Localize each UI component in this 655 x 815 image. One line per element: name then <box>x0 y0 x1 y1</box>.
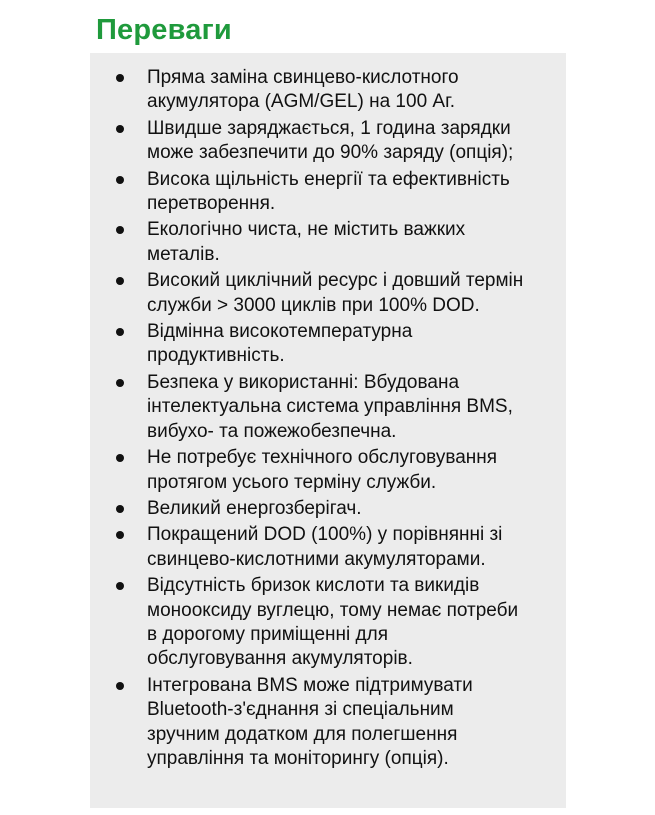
list-item-text-line: протягом усього терміну служби. <box>147 471 437 493</box>
bullet-icon <box>116 125 124 133</box>
list-item-text-line: обслуговування акумуляторів. <box>147 648 413 670</box>
bullet-icon <box>116 531 124 539</box>
list-item-text-line: перетворення. <box>147 193 276 215</box>
list-item <box>90 523 566 572</box>
list-item <box>90 674 566 772</box>
list-item <box>90 446 566 495</box>
list-item-text-line: Інтегрована BMS може підтримувати <box>147 674 473 696</box>
list-item-text-line: Bluetooth-з'єднання зі спеціальним <box>147 699 454 721</box>
bullet-icon <box>116 226 124 234</box>
list-item-text-line: Високий циклічний ресурс і довший термін <box>147 270 524 292</box>
list-item-text-line: Не потребує технічного обслуговування <box>147 447 498 469</box>
list-item-text-line: акумулятора (AGM/GEL) на 100 Аг. <box>147 91 455 113</box>
list-item <box>90 269 566 318</box>
section-heading: Переваги <box>96 14 232 46</box>
list-item-text-line: управління та моніторингу (опція). <box>147 747 449 769</box>
advantages-list <box>90 66 566 773</box>
list-item-text-line: монооксиду вуглецю, тому немає потреби <box>147 599 519 621</box>
bullet-icon <box>116 682 124 690</box>
bullet-icon <box>116 582 124 590</box>
list-item-text-line: Відмінна високотемпературна <box>147 321 413 343</box>
list-item-text-line: може забезпечити до 90% заряду (опція); <box>147 142 514 164</box>
list-item-text-line: інтелектуальна система управління BMS, <box>147 396 513 418</box>
list-item-text-line: продуктивність. <box>147 345 285 367</box>
list-item <box>90 320 566 369</box>
bullet-icon <box>116 379 124 387</box>
list-item <box>90 371 566 444</box>
list-item-text-line: свинцево-кислотними акумуляторами. <box>147 548 486 570</box>
bullet-icon <box>116 277 124 285</box>
list-item <box>90 574 566 672</box>
list-item-text-line: Великий енергозберігач. <box>147 497 362 519</box>
list-item-text-line: Пряма заміна свинцево-кислотного <box>147 67 459 88</box>
advantages-panel <box>90 53 566 808</box>
list-item-text-line: металів. <box>147 243 220 265</box>
bullet-icon <box>116 74 124 82</box>
bullet-icon <box>116 328 124 336</box>
bullet-icon <box>116 505 124 513</box>
list-item <box>90 117 566 166</box>
list-item <box>90 66 566 115</box>
list-item-text-line: Екологічно чиста, не містить важких <box>147 219 466 241</box>
list-item-text-line: вибухо- та пожежобезпечна. <box>147 420 397 442</box>
list-item-text-line: служби > 3000 циклів при 100% DOD. <box>147 294 480 316</box>
list-item <box>90 218 566 267</box>
list-item-text-line: в дорогому приміщенні для <box>147 623 388 645</box>
list-item <box>90 497 566 521</box>
list-item-text-line: зручним додатком для полегшення <box>147 723 458 745</box>
bullet-icon <box>116 454 124 462</box>
list-item <box>90 168 566 217</box>
list-item-text-line: Швидше заряджається, 1 година зарядки <box>147 117 511 139</box>
list-item-text-line: Безпека у використанні: Вбудована <box>147 371 460 393</box>
list-item-text-line: Відсутність бризок кислоти та викидів <box>147 575 480 597</box>
list-item-text-line: Висока щільність енергії та ефективність <box>147 168 510 190</box>
bullet-icon <box>116 176 124 184</box>
list-item-text-line: Покращений DOD (100%) у порівнянні зі <box>147 524 503 546</box>
